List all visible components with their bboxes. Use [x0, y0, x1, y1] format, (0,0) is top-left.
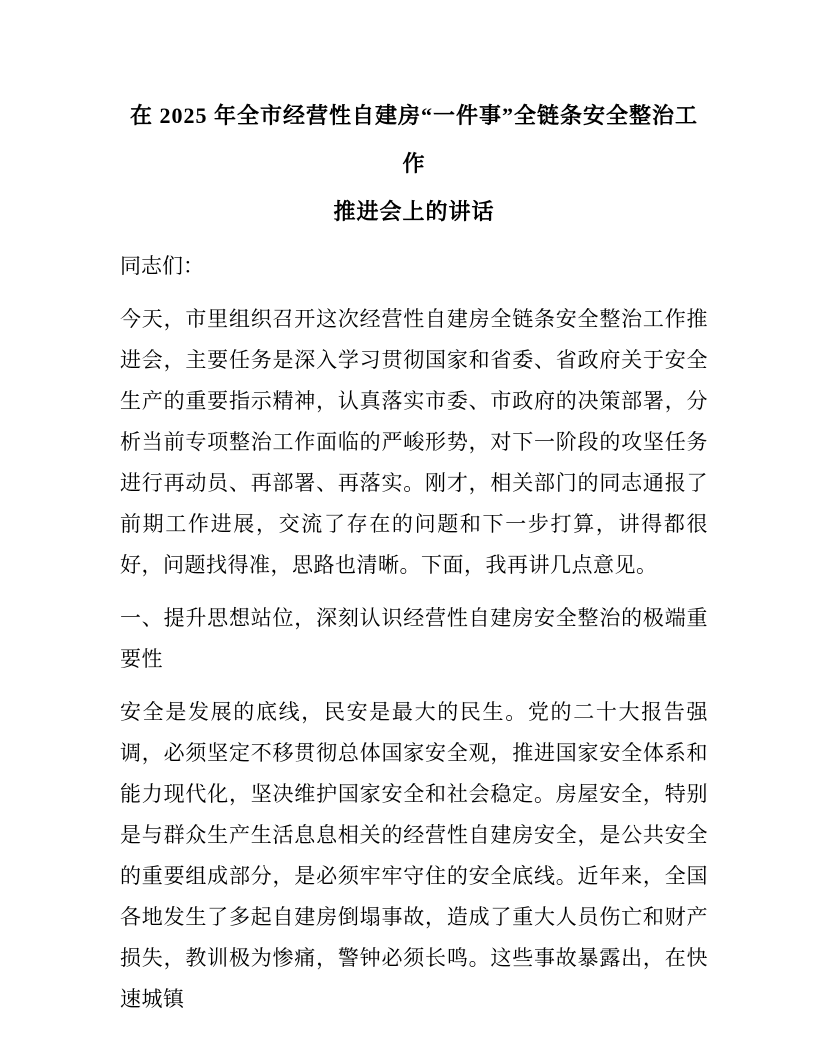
paragraph-section-1: 安全是发展的底线，民安是最大的民生。党的二十大报告强调，必须坚定不移贯彻总体国家安全观，推进国家安全体系和能力现代化，坚决维护国家安全和社会稳定。房屋安全，特别是与群众生产生活息息相关的经营性自建房安全，是公共安全的重要组成部分，是必须牢牢守住的安全底线。近年来，全国各地发生了多起自建房倒塌事故，造成了重大人员伤亡和财产损失，教训极为惨痛，警钟必须长鸣。这些事故暴露出，在快速城镇	[120, 700, 708, 1011]
document-title-line-1: 在 2025 年全市经营性自建房“一件事”全链条安全整治工作	[129, 103, 698, 176]
paragraph-intro: 今天，市里组织召开这次经营性自建房全链条安全整治工作推进会，主要任务是深入学习贯彻国家和省委、省政府关于安全生产的重要指示精神，认真落实市委、市政府的决策部署，分析当前专项整治工作面临的严峻形势，对下一阶段的攻坚任务进行再动员、再部署、再落实。刚才，相关部门的同志通报了前期工作进展，交流了存在的问题和下一步打算，讲得都很好，问题找得准，思路也清晰。下面，我再讲几点意见。	[120, 307, 708, 577]
document-title-line-2: 推进会上的讲话	[333, 199, 495, 224]
salutation: 同志们：	[120, 254, 204, 278]
section-heading-1: 一、提升思想站位，深刻认识经营性自建房安全整治的极端重要性	[120, 606, 708, 671]
document-title	[120, 92, 708, 236]
